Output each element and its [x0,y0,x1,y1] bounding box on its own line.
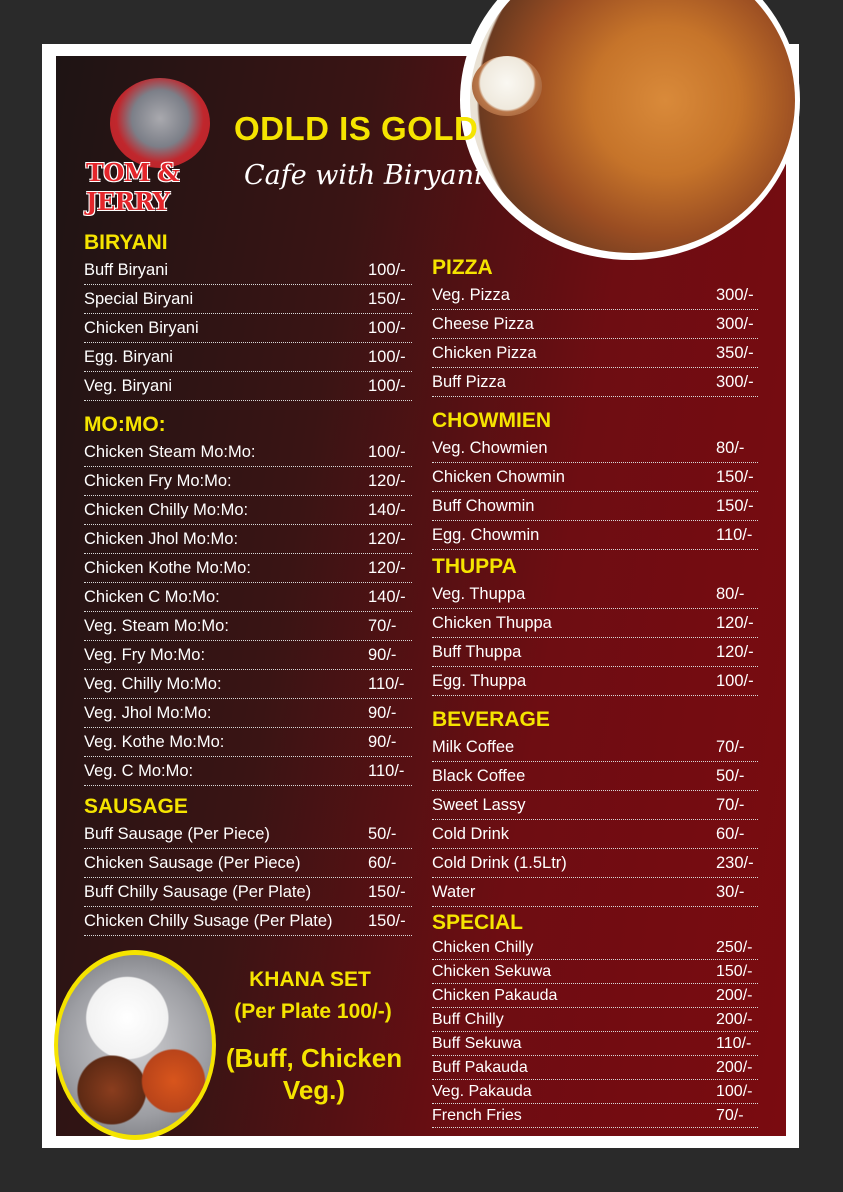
menu-item-price: 110/- [368,674,405,693]
menu-item-name: French Fries [432,1106,522,1124]
menu-item-price: 120/- [368,558,406,577]
menu-item [84,314,412,343]
menu-item-name: Buff Chilly [432,1010,504,1028]
menu-item-name: Chicken C Mo:Mo: [84,587,220,606]
menu-item-name: Chicken Chilly Susage (Per Plate) [84,911,333,930]
menu-item [84,256,412,285]
section-title: PIZZA [432,256,493,279]
menu-item [432,1008,758,1032]
tom-and-jerry-logo [110,78,210,168]
menu-item-name: Cold Drink (1.5Ltr) [432,853,567,872]
menu-item-price: 150/- [716,496,754,515]
menu-item-price: 70/- [716,737,745,756]
menu-item [84,878,412,907]
menu-item [432,1104,758,1128]
menu-item-price: 50/- [716,766,745,785]
menu-item [84,641,412,670]
tagline: Cafe with Biryani [244,160,483,191]
menu-item-price: 200/- [716,1058,753,1076]
menu-item-price: 70/- [368,616,397,635]
menu-item-name: Veg. Biryani [84,376,173,395]
menu-item-price: 300/- [716,372,754,391]
menu-item [432,1080,758,1104]
khana-options-line-2: Veg.) [282,1075,346,1105]
menu-item-price: 50/- [368,824,397,843]
menu-item-price: 90/- [368,703,397,722]
menu-item-price: 100/- [368,347,406,366]
menu-item-price: 150/- [716,962,753,980]
menu-item-name: Chicken Pizza [432,343,537,362]
menu-item-name: Milk Coffee [432,737,515,756]
menu-item-name: Cheese Pizza [432,314,534,333]
menu-item-name: Special Biryani [84,289,194,308]
section-title: BIRYANI [84,231,168,254]
section-title: MO:MO: [84,413,166,436]
menu-item-price: 120/- [716,642,754,661]
menu-item-price: 100/- [716,671,754,690]
menu-item [432,667,758,696]
menu-item-price: 150/- [368,289,406,308]
menu-item [84,757,412,786]
menu-item-name: Veg. Fry Mo:Mo: [84,645,206,664]
menu-item-name: Chicken Biryani [84,318,199,337]
section-momo [84,412,412,786]
menu-item [432,984,758,1008]
menu-item-price: 120/- [716,613,754,632]
khana-set-photo [58,955,212,1135]
menu-item-name: Veg. Thuppa [432,584,526,603]
menu-item [432,580,758,609]
menu-item-name: Veg. C Mo:Mo: [84,761,194,780]
menu-item [84,849,412,878]
menu-item-price: 90/- [368,732,397,751]
menu-item-price: 70/- [716,1106,744,1124]
menu-item-price: 140/- [368,500,406,519]
menu-item-name: Egg. Thuppa [432,671,527,690]
menu-item-price: 120/- [368,471,406,490]
khana-options-line-1: (Buff, Chicken [225,1043,403,1073]
menu-item-name: Egg. Chowmin [432,525,540,544]
menu-item [432,463,758,492]
menu-item-price: 150/- [716,467,754,486]
menu-item [432,638,758,667]
section-sausage [84,794,412,936]
menu-item-name: Buff Chilly Sausage (Per Plate) [84,882,312,901]
menu-item-price: 90/- [368,645,397,664]
menu-item [432,936,758,960]
menu-item-price: 100/- [368,442,406,461]
menu-item-name: Chicken Chilly [432,938,534,956]
menu-item [432,762,758,791]
menu-item [84,343,412,372]
menu-item [432,434,758,463]
menu-item [84,372,412,401]
menu-item [432,791,758,820]
menu-item-name: Veg. Jhol Mo:Mo: [84,703,212,722]
menu-item-name: Buff Pakauda [432,1058,528,1076]
menu-item [84,438,412,467]
menu-item-name: Chicken Chowmin [432,467,565,486]
menu-item-price: 150/- [368,882,406,901]
menu-item-price: 110/- [716,1034,752,1052]
section-title: THUPPA [432,555,517,578]
section-chowmien [432,408,758,550]
menu-item-price: 100/- [368,376,406,395]
menu-item-price: 200/- [716,986,753,1004]
menu-item-name: Buff Pizza [432,372,506,391]
menu-item-name: Chicken Sausage (Per Piece) [84,853,301,872]
menu-item [84,525,412,554]
menu-item [84,670,412,699]
menu-item [84,583,412,612]
menu-item-name: Chicken Chilly Mo:Mo: [84,500,249,519]
menu-item-price: 80/- [716,584,745,603]
menu-item-price: 350/- [716,343,754,362]
menu-item-name: Buff Sausage (Per Piece) [84,824,270,843]
menu-item-price: 70/- [716,795,745,814]
menu-item-name: Sweet Lassy [432,795,526,814]
logo-text: TOM & JERRY [86,158,179,216]
menu-item-name: Veg. Chowmien [432,438,548,457]
menu-item [432,281,758,310]
menu-item-name: Veg. Kothe Mo:Mo: [84,732,225,751]
menu-item-price: 140/- [368,587,406,606]
menu-item-price: 60/- [368,853,397,872]
menu-item-price: 110/- [368,761,405,780]
menu-item [432,339,758,368]
menu-item [84,820,412,849]
raita-bowl-photo [472,56,542,116]
menu-item-name: Egg. Biryani [84,347,173,366]
menu-item [432,310,758,339]
menu-item [84,728,412,757]
menu-item [432,492,758,521]
menu-item [432,849,758,878]
section-title: SPECIAL [432,911,524,934]
menu-item-price: 30/- [716,882,745,901]
section-title: BEVERAGE [432,708,550,731]
menu-item-name: Chicken Fry Mo:Mo: [84,471,232,490]
menu-item [84,467,412,496]
section-pizza [432,255,758,397]
menu-item-name: Buff Biryani [84,260,169,279]
menu-item-name: Chicken Thuppa [432,613,552,632]
menu-item-name: Chicken Pakauda [432,986,558,1004]
menu-item-name: Black Coffee [432,766,526,785]
menu-item [432,960,758,984]
section-title: SAUSAGE [84,795,188,818]
menu-item-price: 100/- [716,1082,753,1100]
menu-item-name: Buff Sekuwa [432,1034,522,1052]
menu-item [84,554,412,583]
menu-item [84,612,412,641]
menu-item [432,1056,758,1080]
menu-item-name: Chicken Kothe Mo:Mo: [84,558,251,577]
headline: ODLD IS GOLD [234,110,479,147]
menu-item-price: 100/- [368,260,406,279]
menu-item [432,609,758,638]
menu-item-name: Veg. Chilly Mo:Mo: [84,674,222,693]
menu-item [432,1032,758,1056]
menu-item-price: 250/- [716,938,753,956]
menu-item-price: 150/- [368,911,406,930]
menu-item-price: 120/- [368,529,406,548]
section-beverage [432,707,758,907]
menu-item [84,285,412,314]
menu-item-price: 80/- [716,438,745,457]
menu-item [432,733,758,762]
menu-item-name: Veg. Pakauda [432,1082,532,1100]
menu-item [84,907,412,936]
menu-item-price: 60/- [716,824,745,843]
menu-item-name: Chicken Jhol Mo:Mo: [84,529,239,548]
khana-set-price: (Per Plate 100/-) [234,1000,392,1023]
menu-item-name: Buff Chowmin [432,496,535,515]
menu-item-name: Veg. Pizza [432,285,510,304]
menu-item-price: 230/- [716,853,754,872]
menu-item [84,699,412,728]
section-title: CHOWMIEN [432,409,551,432]
menu-item-price: 200/- [716,1010,753,1028]
section-thuppa [432,554,758,696]
menu-item-name: Chicken Steam Mo:Mo: [84,442,256,461]
menu-item-price: 300/- [716,314,754,333]
menu-item [84,496,412,525]
menu-item-name: Veg. Steam Mo:Mo: [84,616,229,635]
menu-item [432,521,758,550]
menu-item-price: 300/- [716,285,754,304]
menu-item-name: Buff Thuppa [432,642,522,661]
khana-set-options [214,1042,414,1106]
menu-item-name: Water [432,882,476,901]
menu-item [432,820,758,849]
menu-item-price: 110/- [716,525,753,544]
menu-item-name: Chicken Sekuwa [432,962,552,980]
menu-item [432,368,758,397]
menu-item [432,878,758,907]
menu-item-name: Cold Drink [432,824,510,843]
section-special [432,910,758,1128]
menu-item-price: 100/- [368,318,406,337]
khana-set-title: KHANA SET [249,968,371,991]
section-biryani [84,230,412,401]
